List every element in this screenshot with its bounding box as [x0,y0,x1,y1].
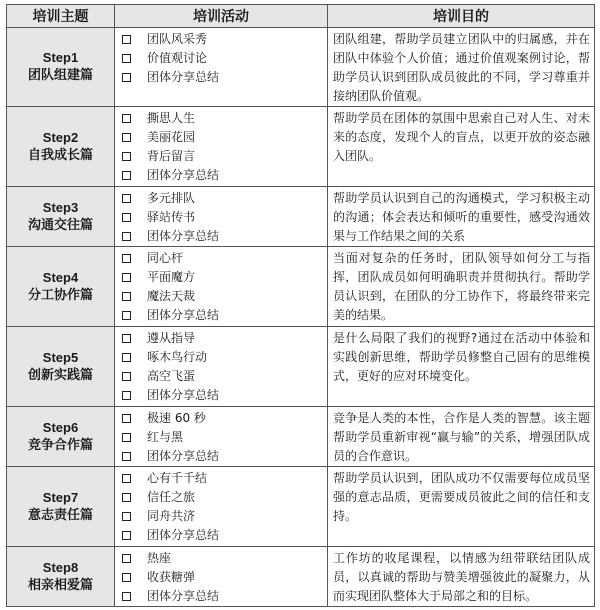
table-row [7,407,595,467]
training-table-container [6,4,594,607]
checkbox-icon [122,254,131,263]
checkbox-icon [122,232,131,241]
activity-item [115,447,327,466]
topic-title: 相亲相爱篇 [27,577,93,593]
activity-list [115,547,327,606]
table-row [7,28,595,107]
activity-label: 热座 [147,551,172,565]
table-row [7,247,595,327]
activity-item [115,189,327,208]
activity-label: 驿站传书 [147,210,196,224]
activity-item [115,428,327,447]
checkbox-icon [122,353,131,362]
activity-item [115,30,327,49]
activity-label: 团体分享总结 [147,168,220,182]
activity-label: 团体分享总结 [147,229,220,243]
activity-list [115,247,327,325]
activity-item [115,526,327,545]
activity-item [115,109,327,128]
activity-label: 团体分享总结 [147,589,220,603]
activity-item [115,306,327,325]
activity-item [115,568,327,587]
activity-label: 红与黑 [147,430,184,444]
checkbox-icon [122,433,131,442]
activity-item [115,227,327,246]
header-topic: 培训主题 [7,5,115,28]
activity-cell [115,107,328,187]
activity-label: 平面魔方 [147,270,196,284]
activity-label: 遵从指导 [147,331,196,345]
activity-label: 团体分享总结 [147,70,220,84]
topic-cell [7,467,115,547]
activity-label: 背后留言 [147,149,196,163]
checkbox-icon [122,452,131,461]
checkbox-icon [122,54,131,63]
step-label: Step2 [42,129,79,145]
topic-title: 创新实践篇 [27,367,93,383]
step-label: Step8 [42,559,79,575]
header-activity: 培训活动 [115,5,328,28]
checkbox-icon [122,152,131,161]
activity-label: 团体分享总结 [147,528,220,542]
activity-item [115,166,327,185]
topic-title: 团队组建篇 [27,68,93,83]
activity-label: 团体分享总结 [147,308,220,322]
activity-item [115,549,327,568]
checkbox-icon [122,171,131,180]
activity-item [115,587,327,606]
activity-list [115,467,327,545]
step-label: Step6 [42,419,79,435]
goal-text: 工作坊的收尾课程，以情感为纽带联结团队成员，以真诚的帮助与赞美增强彼此的凝聚力，从而实现团队整体大于局部之和的目标。 [333,551,590,603]
topic-cell [7,28,115,107]
activity-item [115,507,327,526]
checkbox-icon [122,531,131,540]
step-label: Step4 [42,269,79,285]
checkbox-icon [122,474,131,483]
activity-cell [115,547,328,607]
goal-cell [328,327,595,407]
step-label: Step1 [42,50,79,65]
checkbox-icon [122,73,131,82]
table-header-row [7,5,595,28]
checkbox-icon [122,273,131,282]
topic-cell [7,187,115,247]
activity-item [115,128,327,147]
activity-label: 高空飞蛋 [147,369,196,383]
activity-label: 团队风采秀 [147,32,208,46]
activity-list [115,107,327,185]
topic-cell [7,327,115,407]
activity-item [115,367,327,386]
activity-list [115,187,327,246]
activity-label: 心有千千结 [147,471,208,485]
activity-label: 撕思人生 [147,111,196,125]
goal-text: 竞争是人类的本性，合作是人类的智慧。该主题帮助学员重新审视“赢与输”的关系，增强团队成员的合作意识。 [333,411,590,463]
activity-label: 多元排队 [147,191,196,205]
activity-label: 美丽花园 [147,130,196,144]
training-plan-table [6,4,595,607]
activity-label: 价值观讨论 [147,51,208,65]
activity-item [115,386,327,405]
activity-item [115,287,327,306]
checkbox-icon [122,414,131,423]
checkbox-icon [122,292,131,301]
step-label: Step3 [42,199,79,215]
activity-label: 团体分享总结 [147,449,220,463]
table-body [7,28,595,607]
goal-text: 帮助学员认识到，团队成功不仅需要每位成员坚强的意志品质，更需要成员彼此之间的信任和支持。 [333,471,590,523]
checkbox-icon [122,493,131,502]
checkbox-icon [122,573,131,582]
activity-item [115,329,327,348]
table-row [7,187,595,247]
checkbox-icon [122,35,131,44]
step-label: Step5 [42,349,79,365]
activity-list [115,407,327,466]
goal-cell [328,467,595,547]
topic-title: 意志责任篇 [27,507,93,523]
goal-text: 是什么局限了我们的视野?通过在活动中体验和实践创新思维，帮助学员修整自己固有的思维模式，更好的应对环境变化。 [333,331,590,383]
goal-cell [328,547,595,607]
activity-label: 同心杆 [147,251,184,265]
activity-item [115,469,327,488]
checkbox-icon [122,114,131,123]
activity-cell [115,28,328,107]
activity-cell [115,327,328,407]
activity-item [115,268,327,287]
activity-label: 魔法天裁 [147,289,196,303]
activity-item [115,409,327,428]
activity-label: 啄木鸟行动 [147,350,208,364]
topic-cell [7,407,115,467]
goal-cell [328,247,595,327]
topic-title: 分工协作篇 [27,287,93,303]
checkbox-icon [122,391,131,400]
activity-cell [115,187,328,247]
goal-cell [328,28,595,107]
activity-item [115,348,327,367]
table-row [7,547,595,607]
goal-cell [328,187,595,247]
checkbox-icon [122,512,131,521]
activity-label: 同舟共济 [147,509,196,523]
activity-label: 收获糖弹 [147,570,196,584]
goal-cell [328,407,595,467]
checkbox-icon [122,194,131,203]
activity-item [115,147,327,166]
activity-label: 信任之旅 [147,490,196,504]
activity-item [115,488,327,507]
goal-text: 帮助学员认识到自己的沟通模式，学习积极主动的沟通；体会表达和倾听的重要性，感受沟通效果与工作结果之间的关系 [333,191,590,243]
topic-title: 自我成长篇 [27,147,93,163]
header-goal: 培训目的 [328,5,595,28]
topic-title: 沟通交往篇 [27,217,93,233]
table-row [7,327,595,407]
topic-cell [7,547,115,607]
goal-text: 帮助学员在团体的氛围中思索自己对人生、对未来的态度，发现个人的盲点，以更开放的姿态融入团队。 [333,111,590,163]
goal-text: 团队组建，帮助学员建立团队中的归属感，并在团队中体验个人价值；通过价值观案例讨论，帮助学员认识到团队成员彼此的不同，学习尊重并接纳团队价值观。 [333,32,590,103]
checkbox-icon [122,311,131,320]
goal-text: 当面对复杂的任务时，团队领导如何分工与指挥，团队成员如何明确职责并贯彻执行。帮助学员认识到，在团队的分工协作下，将最终带来完美的结果。 [333,251,590,322]
activity-item [115,68,327,87]
topic-cell [7,107,115,187]
activity-cell [115,247,328,327]
activity-item [115,249,327,268]
checkbox-icon [122,554,131,563]
checkbox-icon [122,372,131,381]
activity-label: 团体分享总结 [147,388,220,402]
checkbox-icon [122,133,131,142]
goal-cell [328,107,595,187]
checkbox-icon [122,213,131,222]
activity-list [115,327,327,405]
topic-cell [7,247,115,327]
checkbox-icon [122,592,131,601]
table-row [7,107,595,187]
checkbox-icon [122,334,131,343]
activity-cell [115,467,328,547]
activity-cell [115,407,328,467]
activity-list [115,28,327,87]
step-label: Step7 [42,489,79,505]
activity-label: 极速 60 秒 [147,411,206,425]
table-row [7,467,595,547]
activity-item [115,208,327,227]
activity-item [115,49,327,68]
topic-title: 竞争合作篇 [27,437,93,453]
